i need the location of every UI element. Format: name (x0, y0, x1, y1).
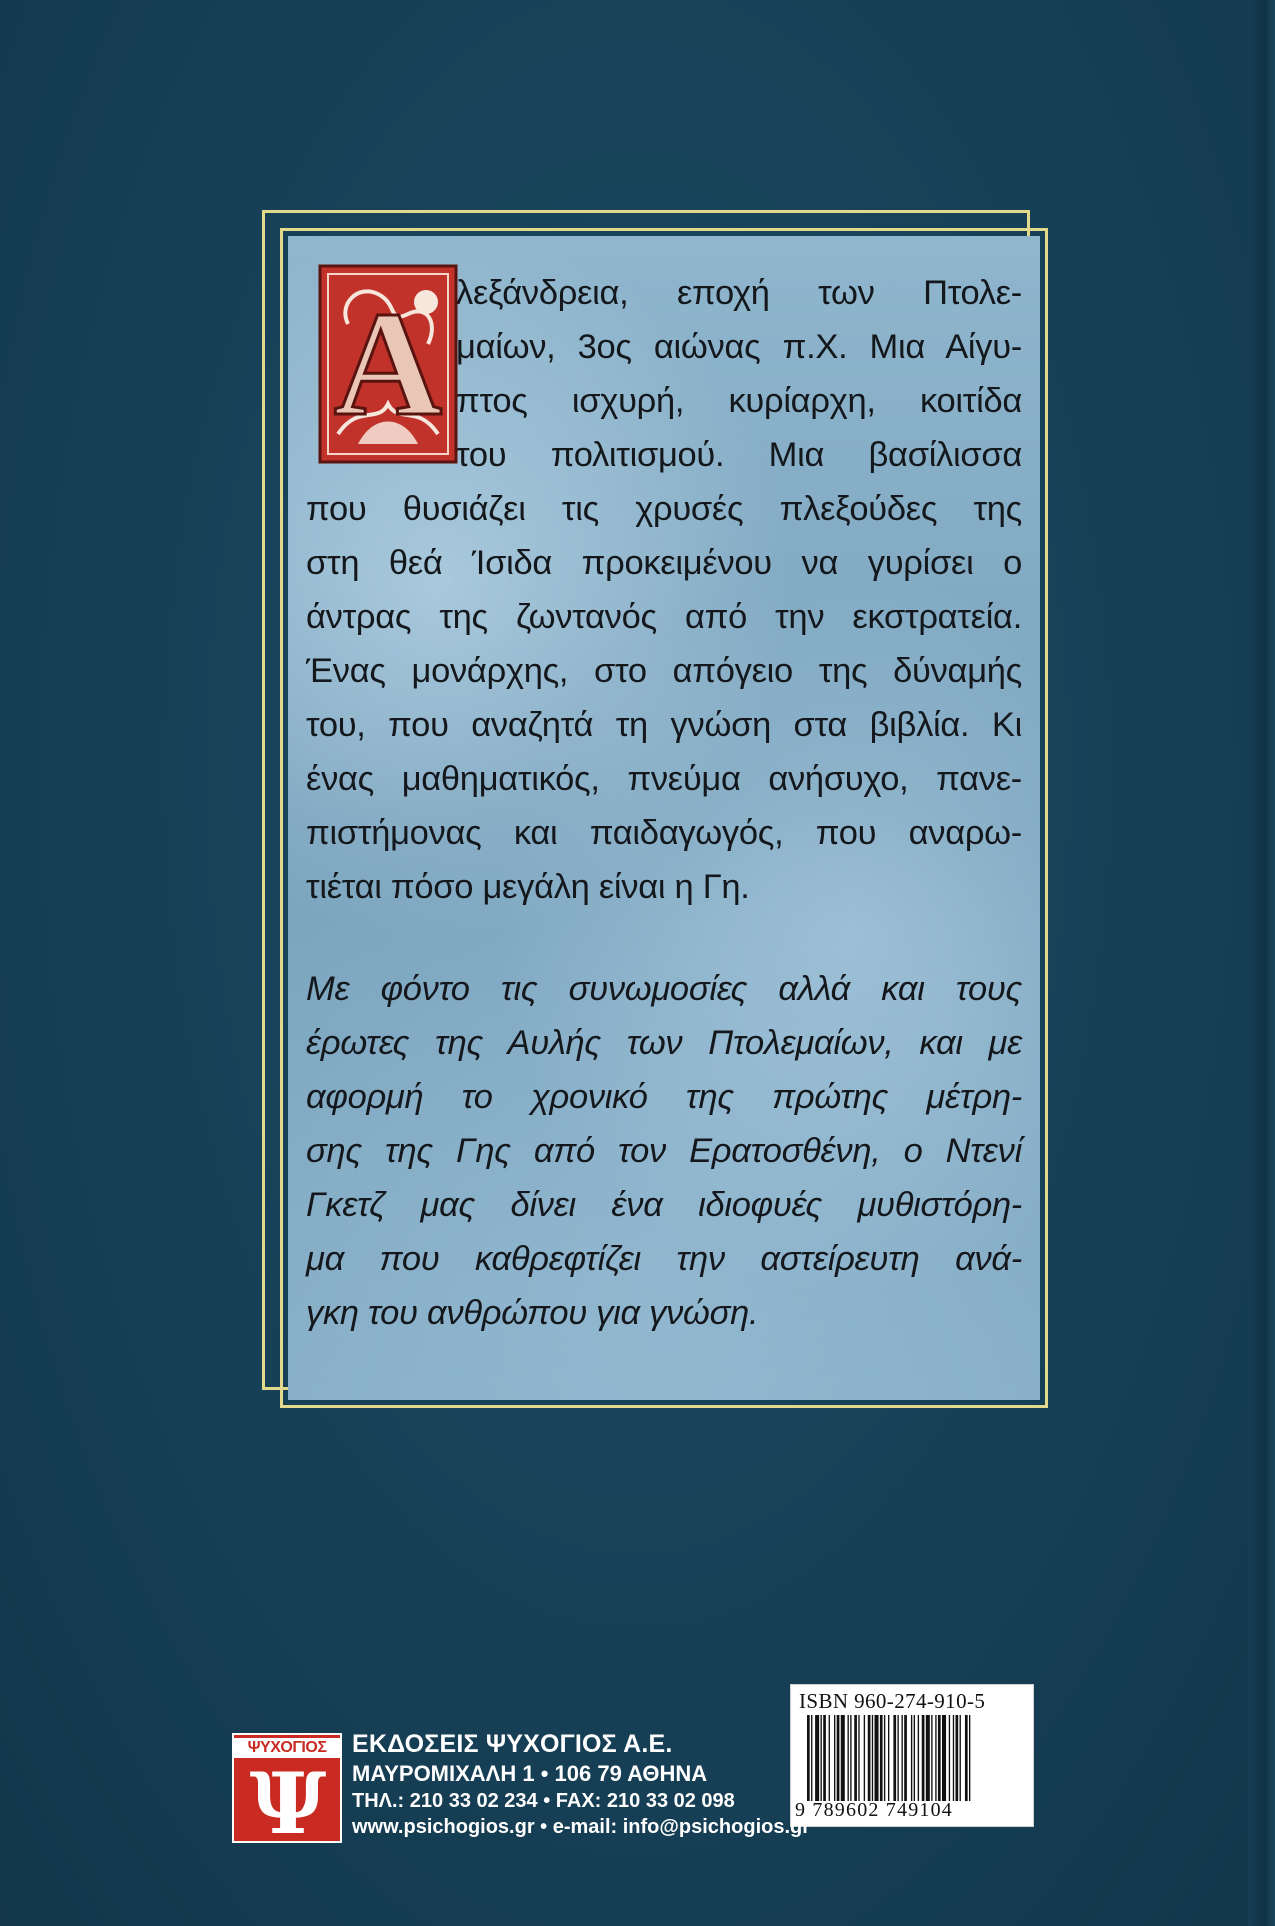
blurb-panel (288, 236, 1040, 1400)
barcode-bar (926, 1715, 930, 1801)
barcode-bar (918, 1715, 919, 1801)
barcode-bar (815, 1715, 819, 1801)
barcode-bar (888, 1715, 889, 1801)
barcode-bar (922, 1715, 925, 1801)
publisher-logo-text: ΨΥΧΟΓΙΟΣ (234, 1738, 340, 1758)
blurb-line: Γκετζ μας δίνει ένα ιδιοφυές μυθιστόρη- (306, 1186, 1022, 1224)
blurb-line: έρωτες της Αυλής των Πτολεμαίων, και με (306, 1024, 1022, 1062)
blurb-line: μαίων, 3ος αιώνας π.Χ. Μια Αίγυ- (456, 328, 1022, 366)
blurb-line: που θυσιάζει τις χρυσές πλεξούδες της (306, 490, 1022, 528)
barcode-bar (902, 1715, 903, 1801)
barcode-bar (931, 1715, 932, 1801)
paragraph-gap (306, 914, 1022, 962)
psi-symbol-icon (248, 1763, 328, 1839)
barcode-bar (837, 1715, 840, 1801)
barcode-bar (956, 1715, 959, 1801)
psi-symbol: Ψ (249, 1763, 327, 1839)
isbn-label: ISBN 960-274-910-5 (799, 1689, 986, 1713)
barcode-bar (864, 1715, 865, 1801)
barcode-bar (858, 1715, 859, 1801)
barcode-bar (935, 1715, 936, 1801)
blurb-line: γκη του ανθρώπου για γνώση. (306, 1294, 759, 1332)
barcode-bar (969, 1715, 970, 1801)
barcode (805, 1715, 1025, 1801)
barcode-bar (884, 1715, 885, 1801)
barcode-bar (823, 1715, 826, 1801)
barcode-bar (953, 1715, 954, 1801)
barcode-bar (834, 1715, 835, 1801)
barcode-bar (960, 1715, 961, 1801)
barcode-bar (872, 1715, 873, 1801)
blurb-line: τιέται πόσο μεγάλη είναι η Γη. (306, 868, 750, 906)
publisher-logo (232, 1733, 342, 1843)
blurb-line: πιστήμονας και παιδαγωγός, που αναρω- (306, 814, 1022, 852)
barcode-bar (811, 1715, 812, 1801)
blurb-line: σης της Γης από τον Ερατοσθένη, ο Ντενί (306, 1132, 1022, 1170)
blurb-line: λεξάνδρεια, εποχή των Πτολε- (456, 274, 1022, 312)
barcode-bar (965, 1715, 968, 1801)
barcode-bar (821, 1715, 822, 1801)
barcode-bar (854, 1715, 857, 1801)
barcode-bar (868, 1715, 871, 1801)
blurb-line: Ένας μονάρχης, στο απόγειο της δύναμής (306, 652, 1022, 690)
publisher-info (352, 1728, 810, 1840)
blurb-line: άντρας της ζωντανός από την εκστρατεία. (306, 598, 1022, 636)
barcode-bar (848, 1715, 849, 1801)
barcode-bar (875, 1715, 879, 1801)
barcode-bar (829, 1715, 830, 1801)
dropcap-a-ornament (318, 264, 458, 464)
barcode-bar (914, 1715, 915, 1801)
blurb-line: Με φόντο τις συνωμοσίες αλλά και τους (306, 970, 1022, 1008)
barcode-bar (893, 1715, 896, 1801)
barcode-bar (942, 1715, 946, 1801)
barcode-bar (949, 1715, 950, 1801)
barcode-bar (897, 1715, 898, 1801)
blurb-line: του πολιτισμού. Μια βασίλισσα (456, 436, 1022, 474)
blurb-line: στη θεά Ίσιδα προκειμένου να γυρίσει ο (306, 544, 1022, 582)
blurb-line: αφορμή το χρονικό της πρώτης μέτρη- (306, 1078, 1022, 1116)
isbn-barcode-box (790, 1684, 1034, 1827)
publisher-name: ΕΚΔΟΣΕΙΣ ΨΥΧΟΓΙΟΣ Α.Ε. (352, 1730, 673, 1758)
blurb-line: ένας μαθηματικός, πνεύμα ανήσυχο, πανε- (306, 760, 1022, 798)
barcode-bar (938, 1715, 941, 1801)
barcode-bar (911, 1715, 912, 1801)
publisher-web: www.psichogios.gr • e-mail: info@psichogios.gr (352, 1816, 811, 1838)
barcode-bar (850, 1715, 851, 1801)
blurb-line: μα που καθρεφτίζει την αστείρευτη ανά- (306, 1240, 1022, 1278)
publisher-address: ΜΑΥΡΟΜΙΧΑΛΗ 1 • 106 79 ΑΘΗΝΑ (352, 1761, 708, 1786)
blurb-paragraph-2 (306, 962, 1022, 1340)
blurb-line: του, που αναζητά τη γνώση στα βιβλία. Κι (306, 706, 1022, 744)
barcode-bar (841, 1715, 845, 1801)
blurb-line: πτος ισχυρή, κυρίαρχη, κοιτίδα (456, 382, 1022, 420)
barcode-digits: 9 789602 749104 (795, 1799, 953, 1821)
book-spine-edge (1248, 0, 1275, 1926)
dropcap-letter: A (333, 281, 443, 447)
barcode-bar (904, 1715, 907, 1801)
barcode-bar (880, 1715, 883, 1801)
publisher-phone: ΤΗΛ.: 210 33 02 234 • FAX: 210 33 02 098 (352, 1790, 735, 1812)
